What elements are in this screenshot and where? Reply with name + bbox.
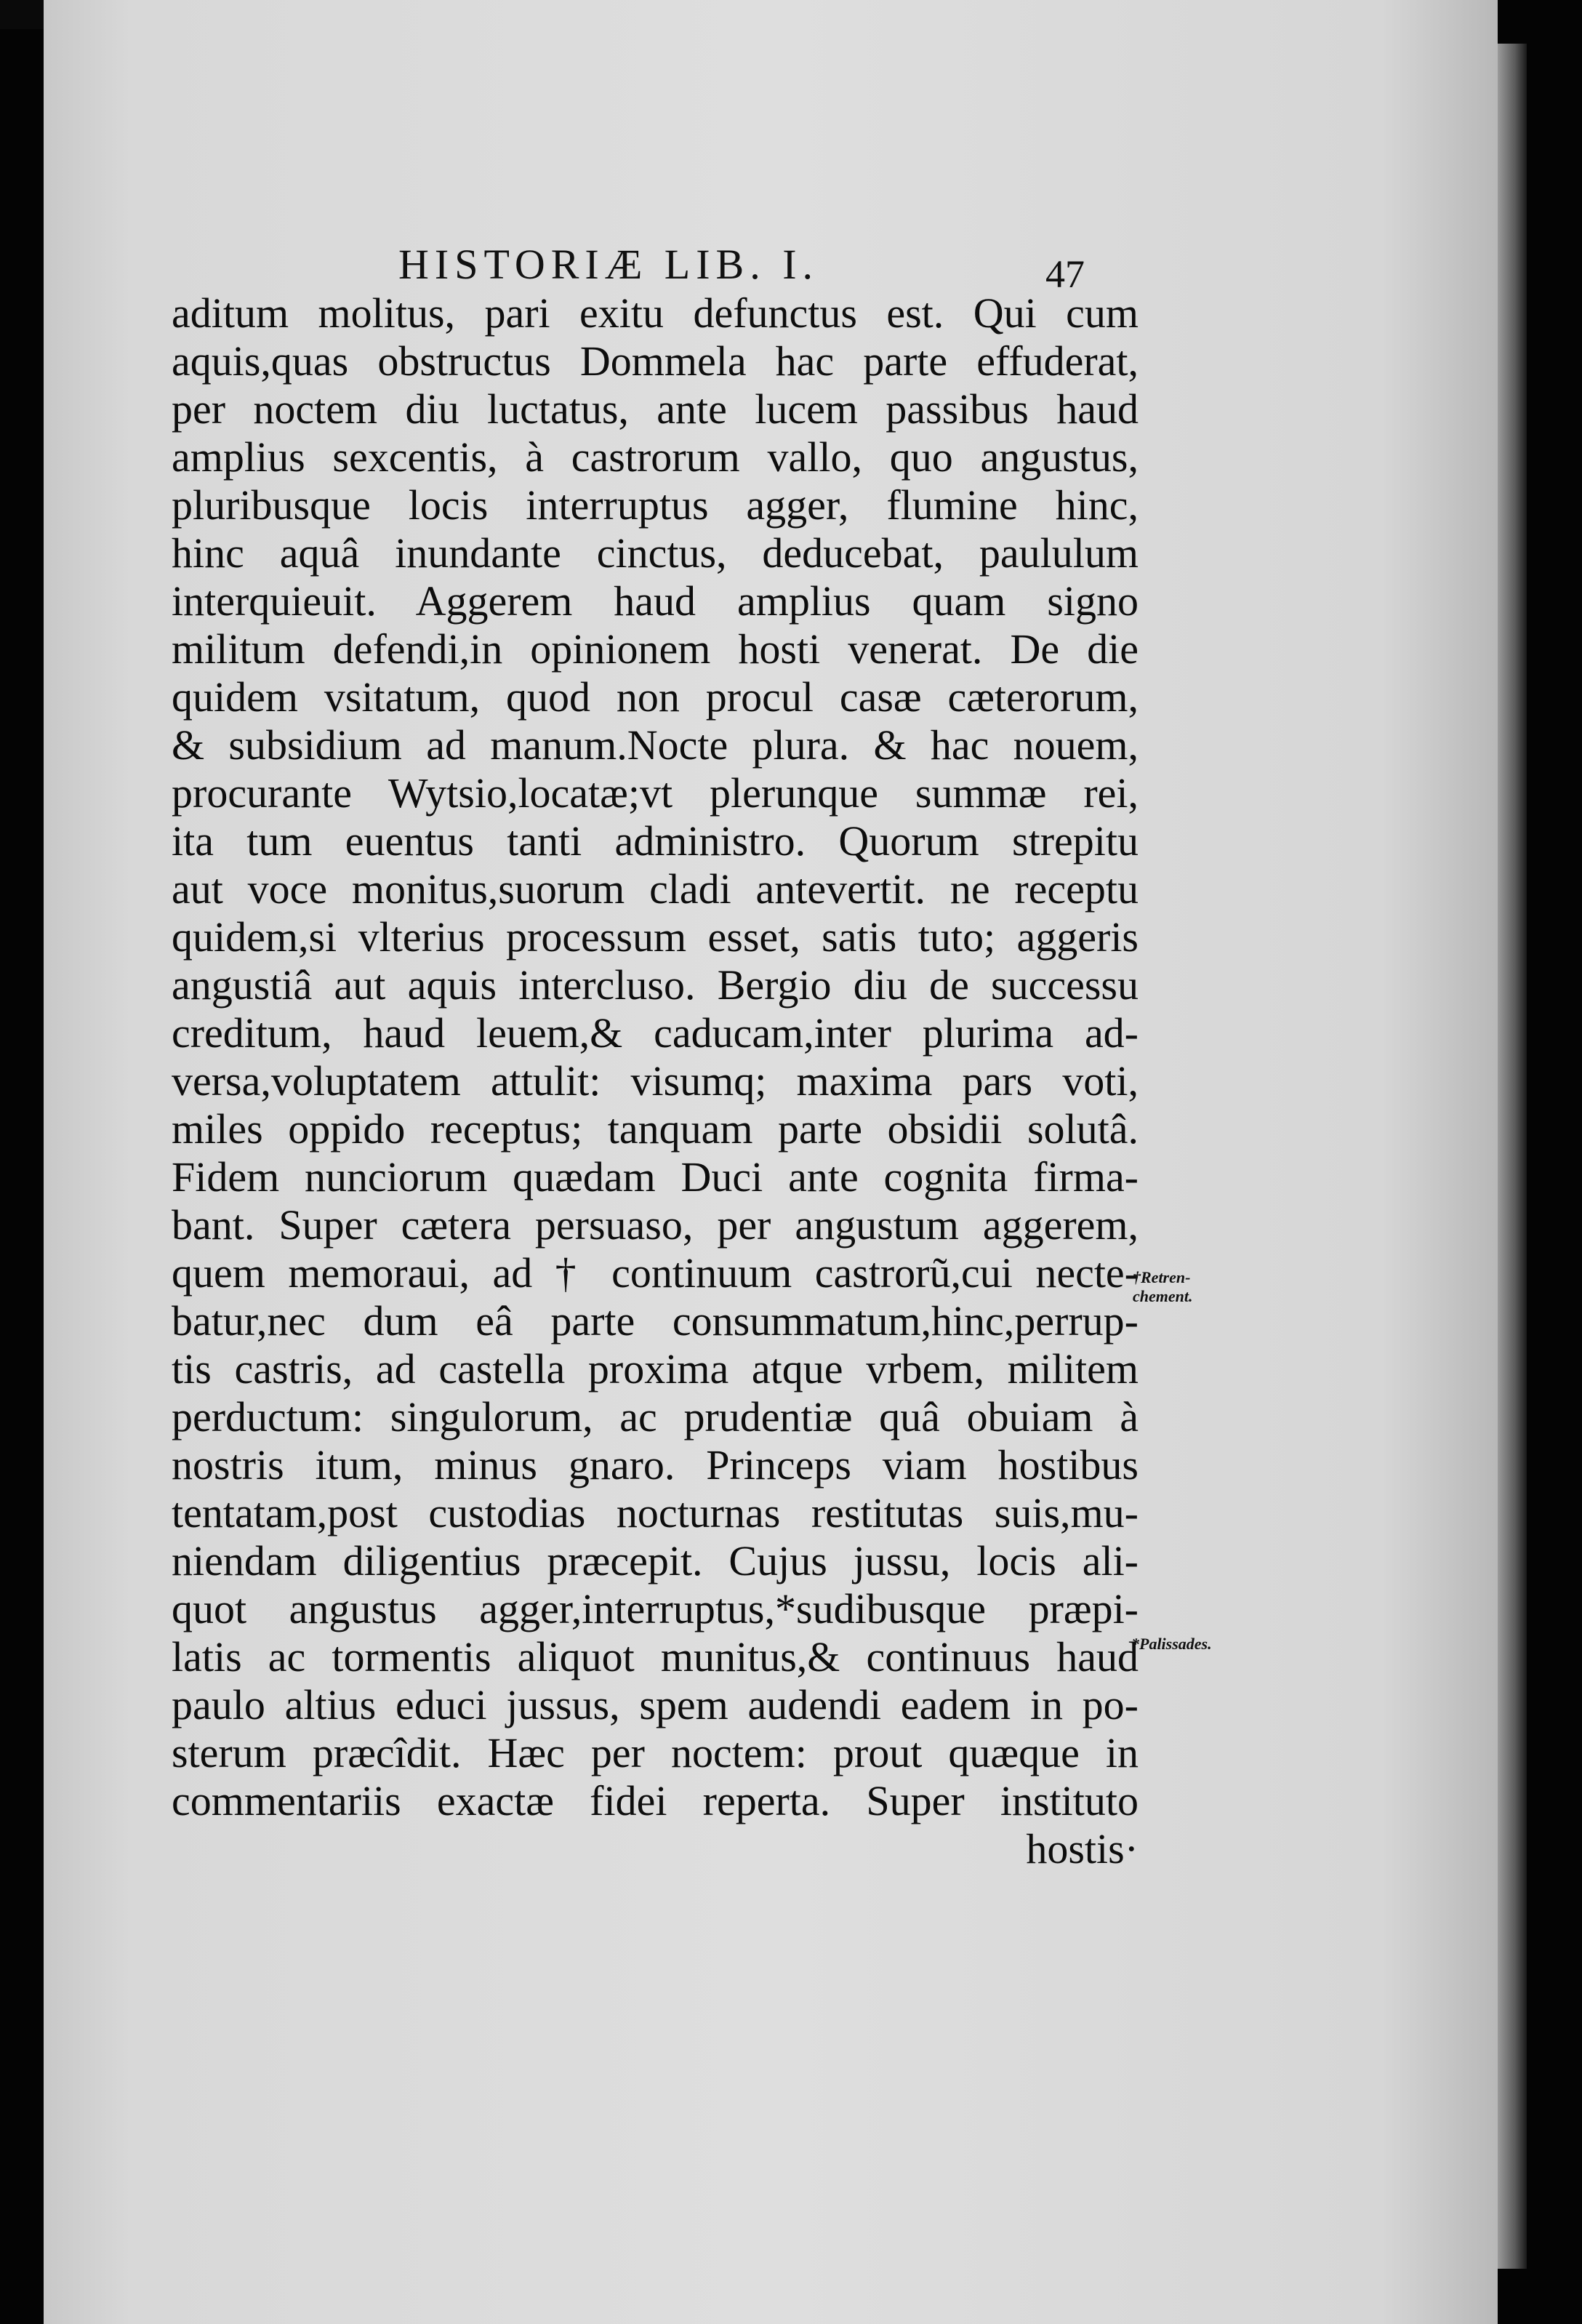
- text-line: creditum, haud leuem,& caducam,inter plurima ad-: [172, 1009, 1139, 1057]
- text-line: nostris itum, minus gnaro. Princeps viam hostibus: [172, 1441, 1139, 1488]
- text-line: ita tum euentus tanti administro. Quorum strepitu: [172, 817, 1139, 865]
- text-line: quem memoraui, ad † continuum castrorũ,cui necte-: [172, 1249, 1139, 1297]
- margin-note-line: †Retren-: [1133, 1268, 1191, 1286]
- text-line: latis ac tormentis aliquot munitus,& continuus haud: [172, 1633, 1139, 1680]
- text-line: commentariis exactæ fidei reperta. Super instituto: [172, 1777, 1139, 1824]
- text-line: Fidem nunciorum quædam Duci ante cognita firma-: [172, 1153, 1139, 1201]
- text-line: tentatam,post custodias nocturnas restitutas suis,mu-: [172, 1489, 1139, 1536]
- text-line: per noctem diu luctatus, ante lucem passibus haud: [172, 385, 1139, 433]
- text-line: amplius sexcentis, à castrorum vallo, quo angustus,: [172, 433, 1139, 481]
- body-text: [172, 289, 1139, 1873]
- text-line: bant. Super cætera persuaso, per angustum aggerem,: [172, 1201, 1139, 1249]
- margin-note-retrenchement: [1133, 1268, 1193, 1306]
- margin-note-line: *Palissades.: [1131, 1635, 1212, 1653]
- catchword-line: hostis·: [1026, 1825, 1139, 1872]
- text-line: niendam diligentius præcepit. Cujus jussu, locis ali-: [172, 1537, 1139, 1584]
- margin-note-palissades: [1131, 1635, 1212, 1654]
- text-line: interquieuit. Aggerem haud amplius quam signo: [172, 577, 1139, 625]
- running-header: [398, 240, 1125, 296]
- text-line: perductum: singulorum, ac prudentiæ quâ obuiam à: [172, 1393, 1139, 1441]
- text-line: angustiâ aut aquis intercluso. Bergio diu de successu: [172, 961, 1139, 1009]
- text-line: hinc aquâ inundante cinctus, deducebat, paululum: [172, 529, 1139, 577]
- margin-note-line: chement.: [1133, 1287, 1193, 1305]
- text-line: miles oppido receptus; tanquam parte obsidii solutâ.: [172, 1105, 1139, 1153]
- text-line: versa,voluptatem attulit: visumq; maxima pars voti,: [172, 1057, 1139, 1105]
- text-line: quidem vsitatum, quod non procul casæ cæterorum,: [172, 673, 1139, 721]
- page-number: 47: [1045, 252, 1085, 296]
- text-line: aut voce monitus,suorum cladi antevertit. ne receptu: [172, 865, 1139, 913]
- text-line: aquis,quas obstructus Dommela hac parte effuderat,: [172, 337, 1139, 385]
- text-line: militum defendi,in opinionem hosti venerat. De die: [172, 625, 1139, 673]
- running-title: HISTORIÆ LIB. I.: [398, 241, 819, 288]
- page-edge-shadow: [1498, 44, 1527, 2269]
- text-line: batur,nec dum eâ parte consummatum,hinc,perrup-: [172, 1297, 1139, 1345]
- text-line: aditum molitus, pari exitu defunctus est. Qui cum: [172, 289, 1139, 337]
- text-line: quidem,si vlterius processum esset, satis tuto; aggeris: [172, 913, 1139, 961]
- text-line: paulo altius educi jussus, spem audendi eadem in po-: [172, 1681, 1139, 1728]
- text-line: & subsidium ad manum.Nocte plura. & hac nouem,: [172, 721, 1139, 769]
- text-line: procurante Wytsio,locatæ;vt plerunque summæ rei,: [172, 769, 1139, 817]
- text-line: pluribusque locis interruptus agger, flumine hinc,: [172, 481, 1139, 529]
- text-line: quot angustus agger,interruptus,*sudibusque præpi-: [172, 1585, 1139, 1632]
- text-line: tis castris, ad castella proxima atque vrbem, militem: [172, 1345, 1139, 1393]
- text-line: sterum præcîdit. Hæc per noctem: prout quæque in: [172, 1729, 1139, 1776]
